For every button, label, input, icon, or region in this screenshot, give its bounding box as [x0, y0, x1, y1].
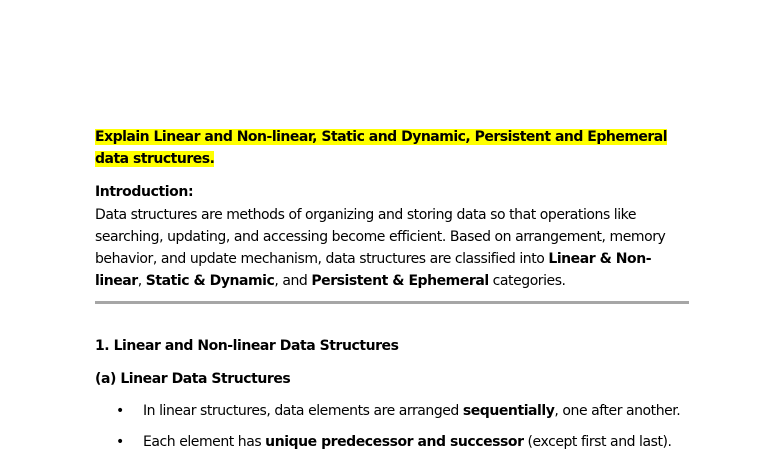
intro-paragraph — [95, 204, 695, 292]
list-item-text-part: , one after another. — [554, 403, 681, 419]
intro-text-2: , — [137, 273, 146, 289]
section-heading: 1. Linear and Non-linear Data Structures — [95, 338, 399, 354]
list-item-text — [143, 431, 672, 453]
list-item-bold: sequentially — [462, 403, 555, 419]
list-item-text — [143, 400, 680, 422]
horizontal-divider — [95, 301, 689, 304]
bullet-icon: • — [116, 403, 124, 419]
intro-text-3: , and — [274, 273, 312, 289]
question-highlight: Explain Linear and Non-linear, Static and Dynamic, Persistent and Ephemeral data structures. — [95, 129, 668, 167]
list-item-text-part: Each element has — [143, 434, 266, 450]
list-item-bold: unique predecessor and successor — [265, 434, 524, 450]
intro-text-1: Data structures are methods of organizing and storing data so that operations like searching, updating, and accessing become efficient. Based on arrangement, memory behavior, and update mechanism, data structures are classified into — [95, 207, 666, 267]
intro-heading: Introduction: — [95, 184, 194, 200]
intro-text-4: categories. — [488, 273, 566, 289]
list-item-text-part: In linear structures, data elements are arranged — [143, 403, 463, 419]
intro-bold-persistent: Persistent & Ephemeral — [311, 273, 489, 289]
list-item-text-part: (except first and last). — [523, 434, 672, 450]
subsection-heading: (a) Linear Data Structures — [95, 371, 291, 387]
bullet-icon: • — [116, 434, 124, 450]
question-title — [95, 126, 695, 170]
intro-bold-linear: Linear & Non-linear — [95, 251, 652, 289]
intro-bold-static: Static & Dynamic — [145, 273, 275, 289]
